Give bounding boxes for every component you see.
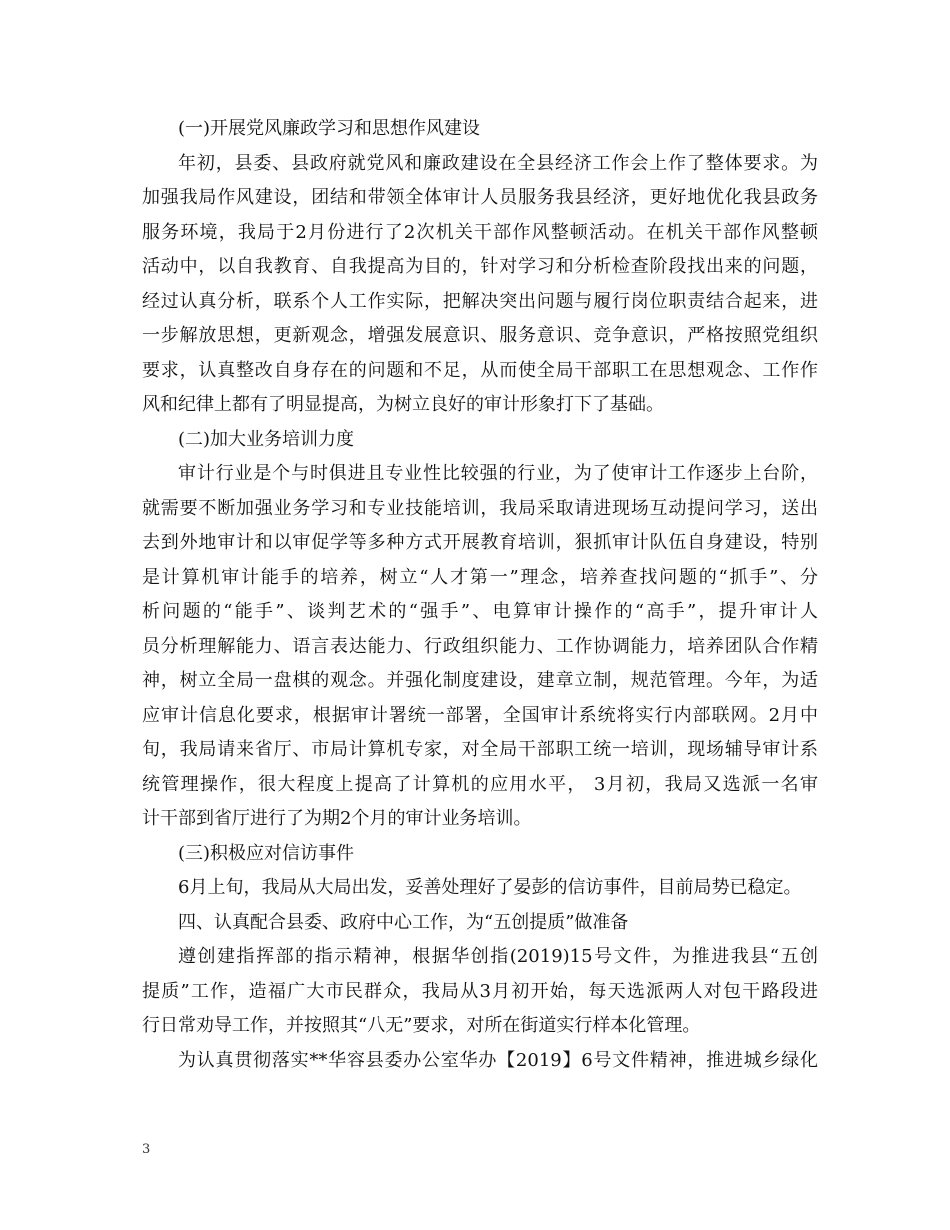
text-line: 经过认真分析，联系个人工作实际，把解决突出问题与履行岗位职责结合起来，进 <box>142 290 818 312</box>
document-body <box>142 112 818 1078</box>
text-line: 应审计信息化要求，根据审计署统一部署，全国审计系统将实行内部联网。2月中 <box>142 704 818 726</box>
text-line: 一步解放思想，更新观念，增强发展意识、服务意识、竞争意识，严格按照党组织 <box>142 325 818 346</box>
text-line: 去到外地审计和以审促学等多种方式开展教育培训，狠抓审计队伍自身建设，特别 <box>142 532 818 553</box>
text-line: 提质”工作，造福广大市民群众，我局从3月初开始，每天选派两人对包干路段进 <box>142 980 818 1002</box>
text-line: 加强我局作风建设，团结和带领全体审计人员服务我县经济，更好地优化我县政务 <box>142 187 818 208</box>
text-line: 就需要不断加强业务学习和专业技能培训，我局采取请进现场互动提问学习，送出 <box>142 497 818 519</box>
text-line: 服务环境，我局于2月份进行了2次机关干部作风整顿活动。在机关干部作风整顿 <box>142 221 818 243</box>
text-line: (三)积极应对信访事件 <box>178 842 355 864</box>
text-line: 析问题的“能手”、谈判艺术的“强手”、电算审计操作的“高手”，提升审计人 <box>142 601 818 622</box>
text-line: 是计算机审计能手的培养，树立“人才第一”理念，培养查找问题的“抓手”、分 <box>142 566 818 588</box>
text-line: (一)开展党风廉政学习和思想作风建设 <box>178 118 481 139</box>
text-line: 四、认真配合县委、政府中心工作，为“五创提质”做准备 <box>178 911 629 933</box>
text-line: 计干部到省厅进行了为期2个月的审计业务培训。 <box>142 808 532 829</box>
text-line: 员分析理解能力、语言表达能力、行政组织能力、工作协调能力，培养团队合作精 <box>142 635 818 657</box>
text-line: 统管理操作，很大程度上提高了计算机的应用水平， 3月初，我局又选派一名审 <box>142 773 818 795</box>
text-line: 行日常劝导工作，并按照其“八无”要求，对所在街道实行样本化管理。 <box>142 1015 701 1036</box>
text-line: (二)加大业务培训力度 <box>178 428 355 450</box>
text-line: 旬，我局请来省厅、市局计算机专家，对全局干部职工统一培训，现场辅导审计系 <box>142 739 818 760</box>
text-line: 神，树立全局一盘棋的观念。并强化制度建设，建章立制，规范管理。今年，为适 <box>142 670 818 691</box>
text-line: 为认真贯彻落实**华容县委办公室华办【2019】6号文件精神，推进城乡绿化 <box>178 1049 818 1071</box>
text-line: 遵创建指挥部的指示精神，根据华创指(2019)15号文件，为推进我县“五创 <box>178 946 818 967</box>
text-line: 要求，认真整改自身存在的问题和不足，从而使全局干部职工在思想观念、工作作 <box>142 359 818 381</box>
text-line: 审计行业是个与时俱进且专业性比较强的行业，为了使审计工作逐步上台阶， <box>178 463 818 484</box>
text-line: 活动中，以自我教育、自我提高为目的，针对学习和分析检查阶段找出来的问题， <box>142 256 818 277</box>
text-line: 年初，县委、县政府就党风和廉政建设在全县经济工作会上作了整体要求。为 <box>178 152 818 174</box>
text-line: 6月上旬，我局从大局出发，妥善处理好了晏彭的信访事件，目前局势已稳定。 <box>178 877 802 898</box>
page-number: 3 <box>142 1142 151 1157</box>
text-line: 风和纪律上都有了明显提高，为树立良好的审计形象打下了基础。 <box>142 394 664 415</box>
